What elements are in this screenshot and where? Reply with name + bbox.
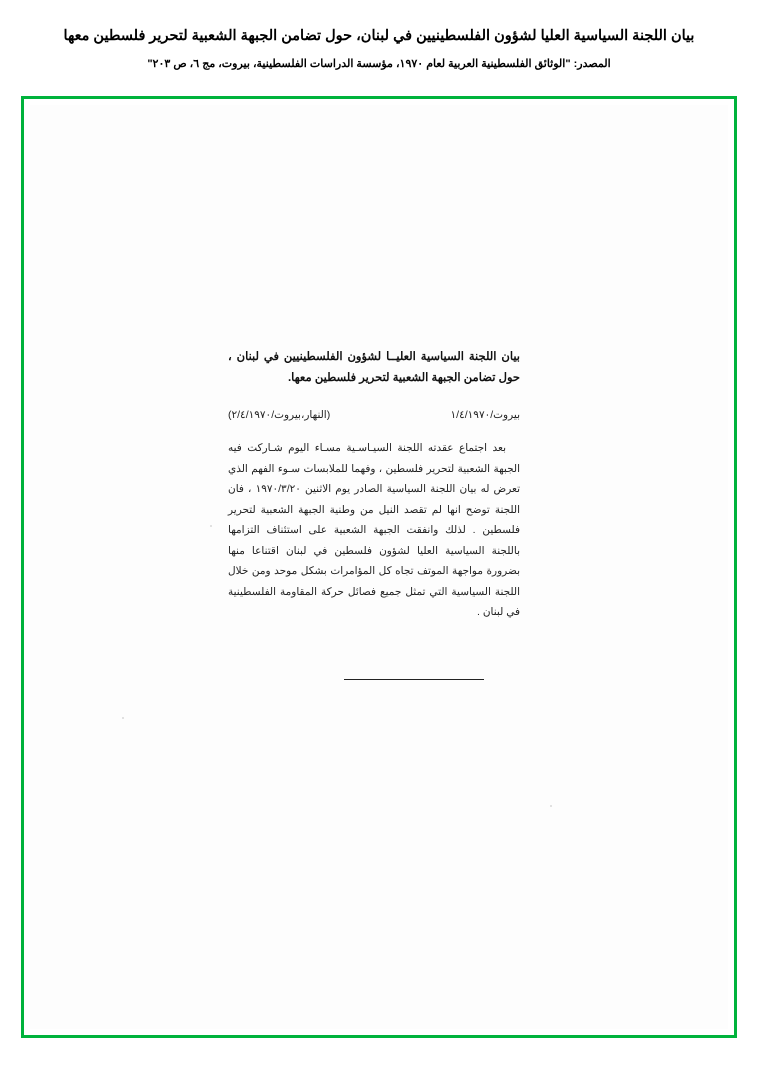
scan-heading: بيان اللجنة السياسية العليــا لشؤون الفلسطينيين في لبنان ، حول تضامن الجبهة الشعبية لتحرير فلسطين معها. — [228, 351, 520, 385]
scan-paragraph-text: بعد اجتماع عقدته اللجنة السيـاسـية مسـاء اليوم شـاركت فيه الجبهة الشعبية لتحرير فلسطين ، وفهما للملابسات سـوء الفهم الذي تعرض له بيان اللجنة السياسية الصادر يوم الاثنين ١٩٧٠/٣/٢٠ ، فان اللجنة توضح انها لم تقصد النيل من وطنية الجبهة الشعبية لتحرير فلسطين . لذلك وانفقت الجبهة الشعبية على استئناف التزامها باللجنة السياسية العليا لشؤون فلسطين في لبنان اقتناعا منها بضرورة مواجهة الموتف تجاه كل المؤامرات بشكل موحد ومن خلال اللجنة السياسية التي تمثل جميع فصائل حركة المقاومة الفلسطينية في لبنان . — [228, 442, 520, 619]
document-header — [0, 0, 758, 70]
horizontal-rule — [344, 679, 484, 680]
scan-speck — [122, 717, 124, 719]
scan-place-date: بيروت/١/٤/١٩٧٠ — [450, 408, 520, 421]
page-title: بيان اللجنة السياسية العليا لشؤون الفلسطينيين في لبنان، حول تضامن الجبهة الشعبية لتحرير فلسطين معها — [63, 28, 695, 44]
scan-meta-line — [228, 406, 520, 425]
scanned-document-frame — [21, 96, 737, 1038]
source-line: المصدر: "الوثائق الفلسطينية العربية لعام ١٩٧٠، مؤسسة الدراسات الفلسطينية، بيروت، مج ٦، ص ٢٠٣" — [147, 58, 611, 71]
scan-paragraph — [228, 438, 520, 622]
scan-text-block — [228, 347, 520, 623]
scan-publication-ref: (النهار،بيروت/٢/٤/١٩٧٠) — [228, 408, 331, 421]
scan-speck — [550, 805, 552, 807]
scan-speck — [210, 525, 212, 527]
scanned-document-page — [30, 105, 728, 1029]
